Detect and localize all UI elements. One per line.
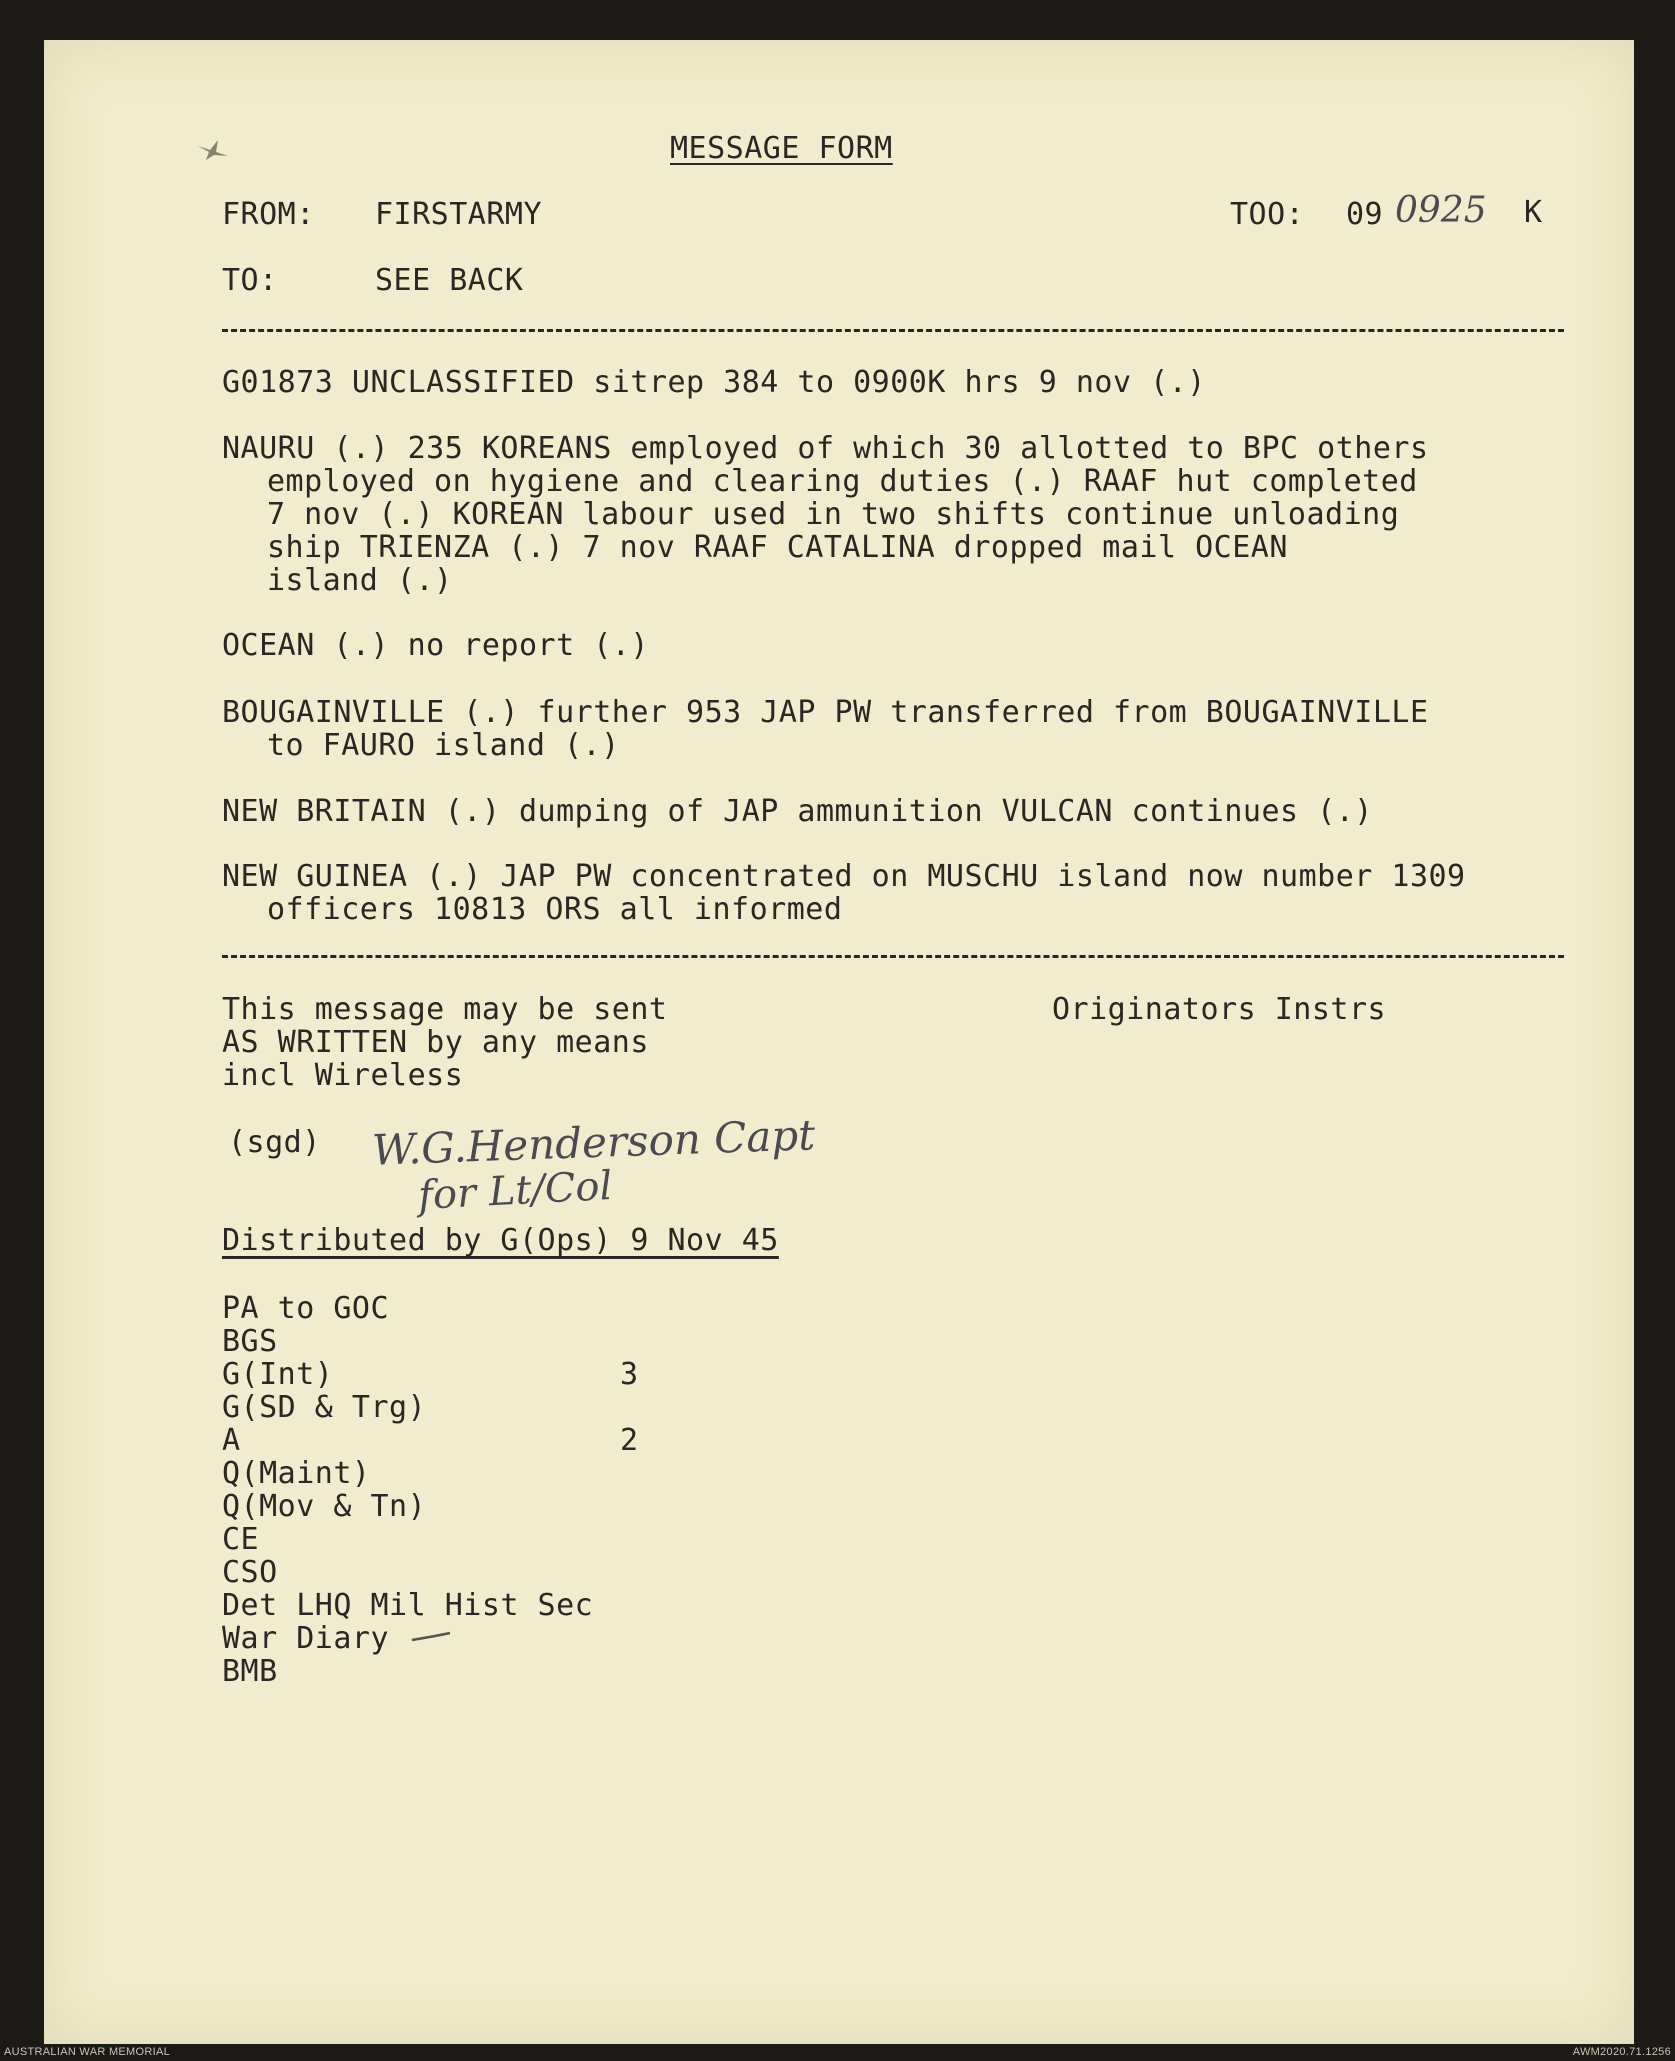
paragraph-line: to FAURO island (.) xyxy=(267,728,620,763)
list-item: G(SD & Trg) xyxy=(222,1390,427,1425)
paragraph-line: officers 10813 ORS all informed xyxy=(267,892,843,927)
distribution-heading: Distributed by G(Ops) 9 Nov 45 xyxy=(222,1223,779,1258)
instruction-line: incl Wireless xyxy=(222,1058,464,1093)
list-item: CE xyxy=(222,1522,260,1557)
list-item: BMB xyxy=(222,1654,278,1689)
divider-top xyxy=(222,329,1564,332)
pencil-tick-icon xyxy=(410,1630,452,1644)
paragraph-line: ship TRIENZA (.) 7 nov RAAF CATALINA dropped mail OCEAN xyxy=(267,530,1288,565)
list-item: PA to GOC xyxy=(222,1291,390,1326)
list-item-count: 3 xyxy=(620,1357,639,1392)
to-value: SEE BACK xyxy=(375,263,524,298)
from-value: FIRSTARMY xyxy=(375,197,543,232)
paragraph-line: NEW GUINEA (.) JAP PW concentrated on MUSCHU island now number 1309 xyxy=(222,859,1466,894)
paragraph-line: 7 nov (.) KOREAN labour used in two shifts continue unloading xyxy=(267,497,1400,532)
too-label: TOO: xyxy=(1230,197,1305,232)
reference-line: G01873 UNCLASSIFIED sitrep 384 to 0900K hrs 9 nov (.) xyxy=(222,365,1206,400)
list-item: Det LHQ Mil Hist Sec xyxy=(222,1588,594,1623)
divider-bottom xyxy=(222,955,1564,958)
staple-hole-icon xyxy=(196,136,230,162)
paragraph-line: NAURU (.) 235 KOREANS employed of which 30 allotted to BPC others xyxy=(222,431,1429,466)
list-item: G(Int) xyxy=(222,1357,334,1392)
from-label: FROM: xyxy=(222,197,315,232)
list-item: Q(Maint) xyxy=(222,1456,371,1491)
originators-instructions: Originators Instrs xyxy=(1052,992,1387,1027)
list-item: A xyxy=(222,1423,241,1458)
list-item-count: 2 xyxy=(620,1423,639,1458)
list-item: CSO xyxy=(222,1555,278,1590)
list-item: War Diary xyxy=(222,1621,390,1656)
footer-accession-number: AWM2020.71.1256 xyxy=(1572,2046,1671,2058)
footer-archive-name: AUSTRALIAN WAR MEMORIAL xyxy=(4,2046,171,2058)
paragraph-line: island (.) xyxy=(267,563,453,598)
paragraph-line: NEW BRITAIN (.) dumping of JAP ammunition VULCAN continues (.) xyxy=(222,794,1373,829)
to-label: TO: xyxy=(222,263,278,298)
too-value: 09 xyxy=(1346,197,1384,232)
paragraph-line: employed on hygiene and clearing duties (.) RAAF hut completed xyxy=(267,464,1418,499)
signed-label: (sgd) xyxy=(228,1125,321,1160)
list-item: Q(Mov & Tn) xyxy=(222,1489,427,1524)
handwritten-signature: W.G.Henderson Capt xyxy=(371,1110,816,1175)
paragraph-line: OCEAN (.) no report (.) xyxy=(222,628,649,663)
list-item: BGS xyxy=(222,1324,278,1359)
paragraph-line: BOUGAINVILLE (.) further 953 JAP PW transferred from BOUGAINVILLE xyxy=(222,695,1429,730)
instruction-line: This message may be sent xyxy=(222,992,668,1027)
handwritten-signature-title: for Lt/Col xyxy=(416,1162,614,1220)
form-title: MESSAGE FORM xyxy=(670,131,893,166)
too-handwritten: 0925 xyxy=(1395,190,1487,231)
instruction-line: AS WRITTEN by any means xyxy=(222,1025,649,1060)
too-suffix: K xyxy=(1524,195,1543,230)
